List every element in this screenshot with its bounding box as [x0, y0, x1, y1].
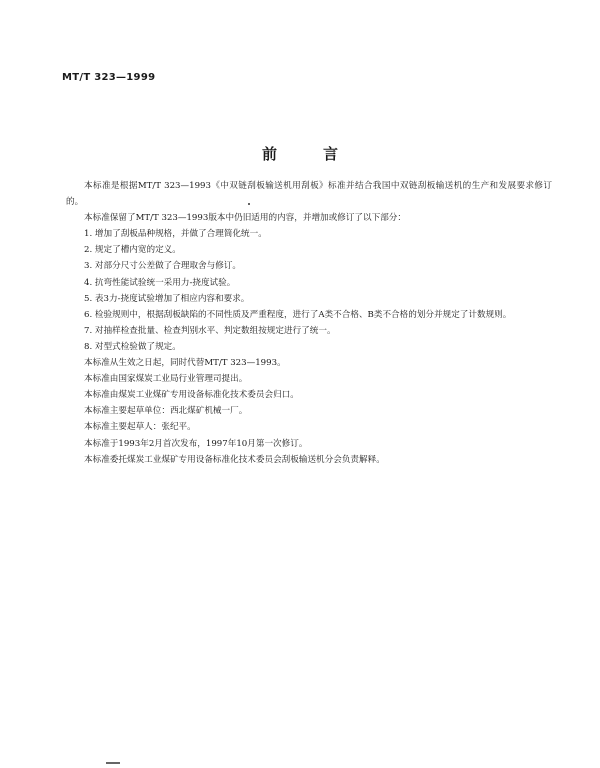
closing-line: 本标准从生效之日起，同时代替MT/T 323—1993。: [84, 358, 286, 369]
closing-line: 本标准主要起草人：张纪平。: [84, 422, 196, 433]
revision-item: 3. 对部分尺寸公差做了合理取舍与修订。: [84, 261, 242, 272]
closing-line: 本标准主要起草单位：西北煤矿机械一厂。: [84, 406, 248, 417]
closing-line: 本标准委托煤炭工业煤矿专用设备标准化技术委员会刮板输送机分会负责解释。: [84, 454, 385, 465]
retained-paragraph: 本标准保留了MT/T 323—1993版本中仍旧适用的内容，并增加或修订了以下部分：: [84, 213, 406, 224]
revision-item: 4. 抗弯性能试验统一采用力-挠度试验。: [84, 277, 236, 288]
page-edge-mark: [106, 762, 120, 764]
revision-item: 6. 检验规则中，根据刮板缺陷的不同性质及严重程度，进行了A类不合格、B类不合格的划分并规定了计数规则。: [84, 309, 512, 320]
title-char-2: 言: [323, 145, 339, 163]
standard-code: MT/T 323—1999: [62, 72, 156, 83]
intro-paragraph: 本标准是根据MT/T 323—1993《中双链刮板输送机用刮板》标准并结合我国中双链刮板输送机的生产和发展要求修订的。: [66, 181, 552, 208]
title-char-1: 前: [261, 145, 277, 163]
foreword-body: [66, 178, 552, 468]
revision-item: 1. 增加了刮板品种规格，并做了合理简化统一。: [84, 229, 267, 240]
revision-item: 8. 对型式检验做了规定。: [84, 341, 181, 352]
closing-line: 本标准由煤炭工业煤矿专用设备标准化技术委员会归口。: [84, 390, 299, 401]
closing-line: 本标准于1993年2月首次发布，1997年10月第一次修订。: [84, 438, 308, 449]
closing-line: 本标准由国家煤炭工业局行业管理司提出。: [84, 374, 248, 385]
revision-item: 5. 表3力-挠度试验增加了相应内容和要求。: [84, 293, 250, 304]
revision-item: 2. 规定了槽内宽的定义。: [84, 245, 181, 256]
page-title: [0, 143, 600, 164]
revision-item: 7. 对抽样检查批量、检查判别水平、判定数组按规定进行了统一。: [84, 325, 336, 336]
